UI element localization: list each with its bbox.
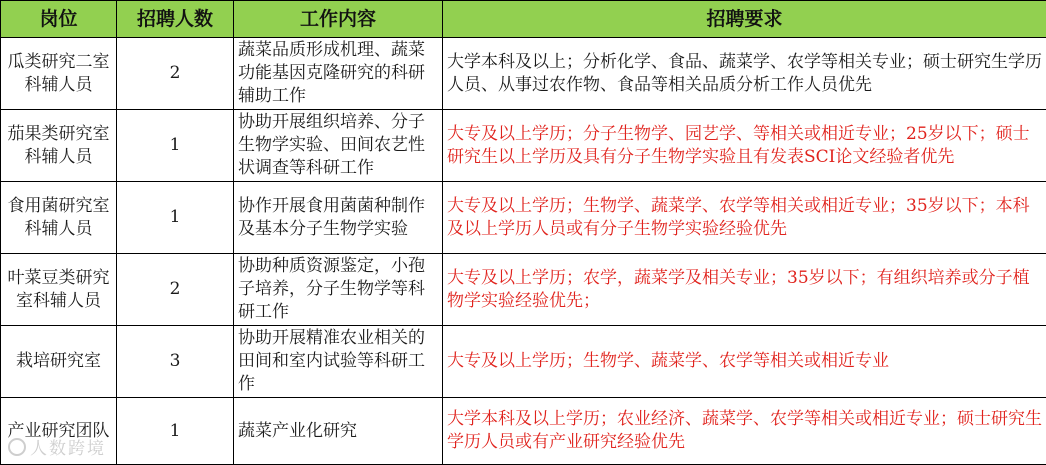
- requirements-cell: 大学本科及以上；分析化学、食品、蔬菜学、农学等相关专业；硕士研究生学历人员、从事过农作物、食品等相关品质分析工作人员优先: [443, 38, 1046, 110]
- position-cell: 叶菜豆类研究室科辅人员: [1, 254, 117, 326]
- requirements-cell: 大学本科及以上学历；农业经济、蔬菜学、农学等相关或相近专业；硕士研究生学历人员或有产业研究经验优先: [443, 398, 1046, 465]
- count-cell: 1: [117, 182, 234, 254]
- requirements-cell: 大专及以上学历；分子生物学、园艺学、等相关或相近专业；25岁以下；硕士研究生以上学历及具有分子生物学实验且有发表SCI论文经验者优先: [443, 110, 1046, 182]
- table-row: [1, 110, 1046, 182]
- content-cell: 协助开展组织培养、分子生物学实验、田间农艺性状调查等科研工作: [234, 110, 443, 182]
- table-row: [1, 398, 1046, 465]
- requirements-cell: 大专及以上学历；生物学、蔬菜学、农学等相关或相近专业: [443, 326, 1046, 398]
- content-cell: 协作开展食用菌菌种制作及基本分子生物学实验: [234, 182, 443, 254]
- position-cell: 食用菌研究室科辅人员: [1, 182, 117, 254]
- content-cell: 协助开展精准农业相关的田间和室内试验等科研工作: [234, 326, 443, 398]
- position-cell: 瓜类研究二室科辅人员: [1, 38, 117, 110]
- table-row: [1, 254, 1046, 326]
- header-requirements: 招聘要求: [443, 1, 1046, 38]
- table-row: [1, 326, 1046, 398]
- requirements-cell: 大专及以上学历；农学，蔬菜学及相关专业；35岁以下；有组织培养或分子植物学实验经验优先；: [443, 254, 1046, 326]
- table-row: [1, 182, 1046, 254]
- position-cell: 栽培研究室: [1, 326, 117, 398]
- count-cell: 3: [117, 326, 234, 398]
- header-content: 工作内容: [234, 1, 443, 38]
- requirements-cell: 大专及以上学历；生物学、蔬菜学、农学等相关或相近专业；35岁以下；本科及以上学历人员或有分子生物学实验经验优先: [443, 182, 1046, 254]
- position-cell: 茄果类研究室科辅人员: [1, 110, 117, 182]
- header-count: 招聘人数: [117, 1, 234, 38]
- header-position: 岗位: [1, 1, 117, 38]
- content-cell: 蔬菜品质形成机理、蔬菜功能基因克隆研究的科研辅助工作: [234, 38, 443, 110]
- header-row: [1, 1, 1046, 38]
- position-cell: 产业研究团队: [1, 398, 117, 465]
- count-cell: 2: [117, 254, 234, 326]
- count-cell: 2: [117, 38, 234, 110]
- table-row: [1, 38, 1046, 110]
- count-cell: 1: [117, 110, 234, 182]
- content-cell: 协助种质资源鉴定，小孢子培养，分子生物学等科研工作: [234, 254, 443, 326]
- count-cell: 1: [117, 398, 234, 465]
- watermark-text: 人数跨境: [30, 439, 106, 459]
- content-cell: 蔬菜产业化研究: [234, 398, 443, 465]
